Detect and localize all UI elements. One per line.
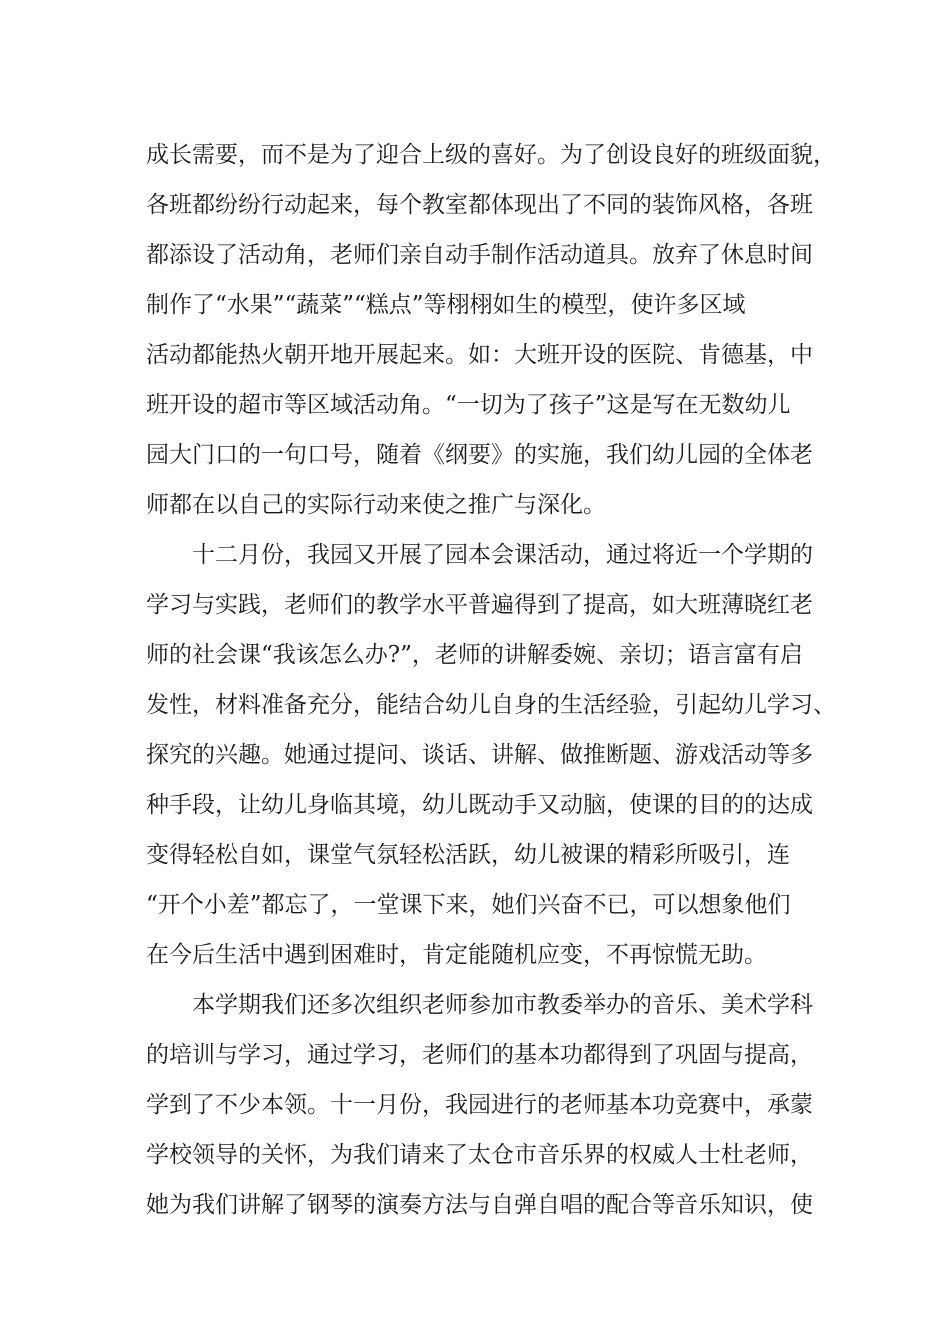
- text-line: 活动都能热火朝开地开展起来。如：大班开设的医院、肯德基，中: [146, 342, 813, 368]
- text-line: 学到了不少本领。十一月份，我园进行的老师基本功竞赛中，承蒙: [146, 1092, 813, 1118]
- text-line: 她为我们讲解了钢琴的演奏方法与自弹自唱的配合等音乐知识，使: [146, 1192, 813, 1218]
- text-line: 学习与实践，老师们的教学水平普遍得到了提高，如大班薄晓红老: [146, 592, 813, 618]
- text-line: “开个小差”都忘了，一堂课下来，她们兴奋不已，可以想象他们: [146, 892, 791, 918]
- paragraph-1: [146, 130, 836, 530]
- paragraph-2: [146, 530, 836, 980]
- body-text: [146, 130, 836, 1230]
- text-line: 的培训与学习，通过学习，老师们的基本功都得到了巩固与提高，: [146, 1042, 813, 1068]
- paragraph-3: [146, 980, 826, 1230]
- text-line: 在今后生活中遇到困难时，肯定能随机应变，不再惊慌无助。: [146, 942, 767, 968]
- text-line: 探究的兴趣。她通过提问、谈话、讲解、做推断题、游戏活动等多: [146, 742, 813, 768]
- text-line: 各班都纷纷行动起来，每个教室都体现出了不同的装饰风格，各班: [146, 192, 813, 218]
- text-line: 班开设的超市等区域活动角。“一切为了孩子”这是写在无数幼儿: [146, 392, 791, 418]
- text-line: 发性，材料准备充分，能结合幼儿自身的生活经验，引起幼儿学习、: [146, 692, 836, 718]
- text-line: 园大门口的一句口号，随着《纲要》的实施，我们幼儿园的全体老: [146, 442, 813, 468]
- text-line: 制作了“水果”“蔬菜”“糕点”等栩栩如生的模型，使许多区域: [146, 292, 746, 318]
- text-line: 变得轻松自如，课堂气氛轻松活跃，幼儿被课的精彩所吸引，连: [146, 842, 790, 868]
- text-line: 师都在以自己的实际行动来使之推广与深化。: [146, 492, 606, 518]
- text-line: 种手段，让幼儿身临其境，幼儿既动手又动脑，使课的目的的达成: [146, 792, 813, 818]
- text-line: 成长需要，而不是为了迎合上级的喜好。为了创设良好的班级面貌，: [146, 142, 836, 168]
- text-line: 师的社会课“我该怎么办?”，老师的讲解委婉、亲切；语言富有启: [146, 642, 803, 668]
- text-line: 十二月份，我园又开展了园本会课活动，通过将近一个学期的: [192, 542, 813, 568]
- text-line: 都添设了活动角，老师们亲自动手制作活动道具。放弃了休息时间: [146, 242, 813, 268]
- text-line: 学校领导的关怀，为我们请来了太仓市音乐界的权威人士杜老师，: [146, 1142, 813, 1168]
- text-line: 本学期我们还多次组织老师参加市教委举办的音乐、美术学科: [192, 992, 813, 1018]
